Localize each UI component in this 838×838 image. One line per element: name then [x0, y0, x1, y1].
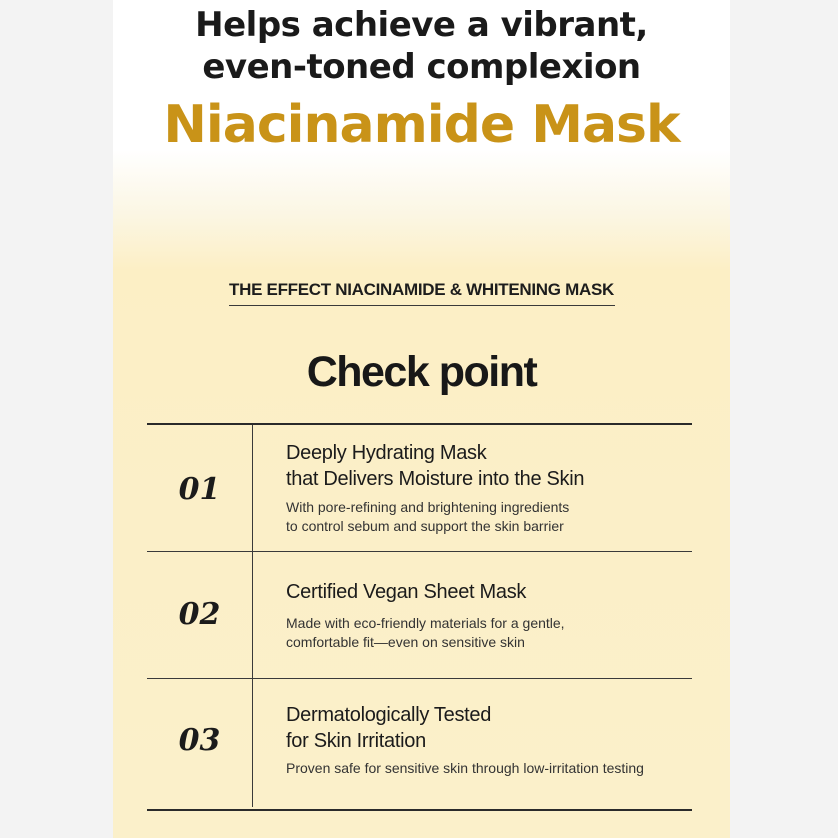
headline-line-2: even-toned complexion: [202, 47, 641, 87]
check-point-title: [286, 440, 686, 492]
check-point-number: 01: [178, 472, 221, 507]
check-point-description: [286, 759, 686, 778]
check-point-row: [147, 551, 692, 678]
check-point-title: [286, 579, 686, 605]
subtitle-underline: [229, 305, 615, 306]
check-point-table: [147, 423, 692, 811]
check-point-description-line: to control sebum and support the skin barrier: [286, 518, 564, 534]
check-point-title-line: that Delivers Moisture into the Skin: [286, 468, 585, 490]
check-point-title-line: Certified Vegan Sheet Mask: [286, 581, 527, 603]
headline: [113, 4, 730, 88]
check-point-row: [147, 425, 692, 551]
check-point-heading: Check point: [306, 348, 537, 396]
headline-line-1: Helps achieve a vibrant,: [195, 5, 648, 45]
check-point-description: [286, 498, 686, 536]
check-point-row: [147, 678, 692, 808]
check-point-description-line: With pore-refining and brightening ingredients: [286, 499, 570, 515]
check-point-description-line: Proven safe for sensitive skin through low-irritation testing: [286, 760, 644, 776]
check-point-description-line: comfortable fit—even on sensitive skin: [286, 634, 525, 650]
check-point-number: 03: [178, 723, 221, 758]
check-point-description: [286, 614, 686, 652]
check-point-title-line: Dermatologically Tested: [286, 704, 492, 726]
check-point-description-line: Made with eco-friendly materials for a gentle,: [286, 615, 565, 631]
product-detail-panel: [113, 0, 730, 838]
check-point-number: 02: [178, 597, 221, 632]
check-point-title: [286, 702, 686, 754]
product-title: Niacinamide Mask: [163, 95, 680, 155]
check-point-title-line: Deeply Hydrating Mask: [286, 442, 487, 464]
check-point-title-line: for Skin Irritation: [286, 730, 426, 752]
effect-subtitle: THE EFFECT NIACINAMIDE & WHITENING MASK: [229, 280, 614, 299]
